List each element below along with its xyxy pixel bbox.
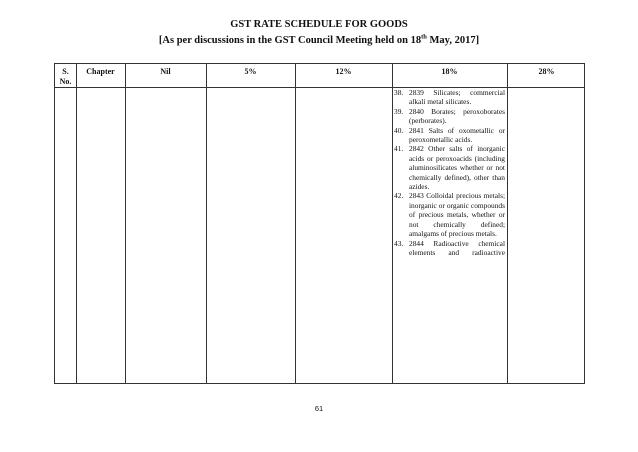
rate-18-entries — [394, 88, 505, 257]
list-item — [394, 239, 505, 258]
column-divider — [507, 64, 508, 383]
column-divider — [295, 64, 296, 383]
column-divider — [392, 64, 393, 383]
header-12-percent: 12% — [335, 67, 352, 76]
column-divider — [76, 64, 77, 383]
rate-schedule-table — [54, 63, 585, 384]
header-nil: Nil — [160, 67, 171, 76]
subtitle-text-end: May, 2017] — [426, 35, 480, 46]
entry-number: 39. — [394, 106, 404, 116]
page-number: 61 — [314, 404, 324, 413]
entry-text: 2844 Radioactive chemical elements and radioactive — [409, 238, 505, 257]
header-chapter: Chapter — [86, 67, 115, 76]
list-item — [394, 126, 505, 145]
list-item — [394, 107, 505, 126]
entry-number: 38. — [394, 88, 404, 97]
subtitle-text: [As per discussions in the GST Council Meeting held on 18 — [158, 35, 422, 46]
entry-number: 43. — [394, 238, 404, 248]
header-5-percent: 5% — [244, 67, 257, 76]
header-18-percent: 18% — [441, 67, 458, 76]
list-item — [394, 144, 505, 191]
header-sno — [55, 67, 76, 87]
header-sno-line2: No. — [59, 77, 72, 86]
entry-number: 41. — [394, 144, 404, 154]
entry-number: 40. — [394, 125, 404, 135]
list-item — [394, 191, 505, 238]
column-divider — [125, 64, 126, 383]
document-subtitle — [0, 35, 638, 47]
header-sno-line1: S. — [62, 67, 69, 76]
column-divider — [206, 64, 207, 383]
entry-text: 2841 Salts of oxometallic or peroxometallic acids. — [409, 125, 505, 145]
entry-text: 2840 Borates; peroxoborates (perborates). — [409, 106, 505, 126]
entry-text: 2842 Other salts of inorganic acids or peroxoacids (including aluminosilicates whether or not chemically defined), other than azides. — [409, 144, 505, 192]
header-28-percent: 28% — [538, 67, 555, 76]
list-item — [394, 88, 505, 107]
entry-number: 42. — [394, 191, 404, 201]
entry-text: 2843 Colloidal precious metals; inorganic or organic compounds of precious metals, whether or not chemically defined; amalgams of precious metals. — [409, 191, 505, 239]
subtitle-superscript: th — [421, 33, 427, 41]
entry-text: 2839 Silicates; commercial alkali metal silicates. — [409, 88, 505, 107]
document-title: GST RATE SCHEDULE FOR GOODS — [230, 19, 408, 30]
